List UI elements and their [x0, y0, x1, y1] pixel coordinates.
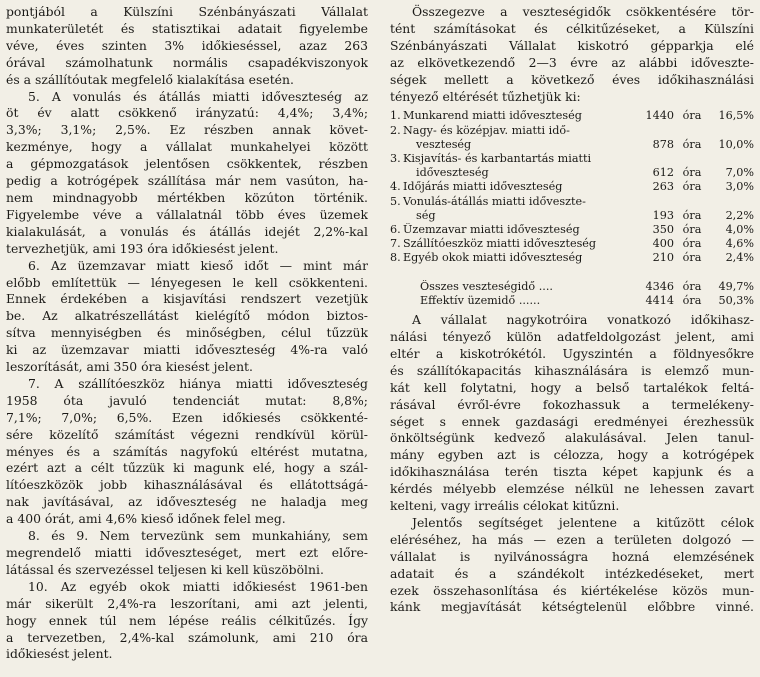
text-line: leszorítását, ami 350 óra kiesést jelent. [6, 359, 253, 375]
time-loss-table [390, 109, 754, 308]
row-hours: 612 [652, 166, 674, 180]
row-percent: 2,2% [725, 208, 754, 222]
text-line: tervezhetjük, ami 193 óra időkiesést jelent. [6, 240, 279, 256]
text-line: hogy ennek túl nem lépése reális célkitűzés. Így [6, 612, 368, 628]
row-label: Kisjavítás- és karbantartás miatti [403, 152, 592, 166]
text-line: adatait és a szándékolt intézkedéseket, mert [390, 565, 754, 581]
text-line: rásával évről-évre fokozhassuk a termelékeny- [390, 396, 754, 412]
table-row [390, 209, 754, 223]
text-line: ezek összehasonlítása és kiértékelése közös mun- [390, 582, 754, 598]
text-line: kánk megjavítását kétségtelenül előbbre vinné. [390, 599, 754, 615]
text-line: órával számolhatunk normális csapadékviszonyok [6, 54, 368, 70]
row-unit: óra [682, 208, 702, 222]
text-line: mány egyben azt is célozza, hogy a kotrógépek [390, 447, 754, 463]
text-line: nem mindnagyobb mértékben közúton történik. [6, 189, 368, 205]
table-row [390, 180, 754, 194]
row-percent: 4,0% [725, 223, 754, 237]
text-line: 7. A szállítóeszköz hiánya miatti időveszteség [28, 375, 368, 391]
total-unit: óra [682, 293, 702, 307]
total-percent: 49,7% [718, 279, 754, 293]
text-line: eltér a kiskotrókétól. Ugyszintén a földnyesőkre [390, 345, 754, 361]
row-hours: 193 [652, 208, 674, 222]
row-label: Vonulás-átállás miatti időveszte- [403, 194, 586, 208]
text-line: lítóeszközök jobb kihasználásával és ellátottságá- [6, 477, 368, 493]
text-line: tént számításokat és célkitűzéseket, a Külszíni [390, 20, 754, 36]
text-line: és a szállítóutak megfelelő kialakítása esetén. [6, 71, 294, 87]
row-percent: 16,5% [718, 109, 754, 123]
row-percent: 3,0% [725, 180, 754, 194]
table-total-row [390, 294, 754, 308]
table-row [390, 195, 754, 209]
text-line: időkiesést jelent. [6, 646, 113, 662]
row-hours: 400 [652, 237, 674, 251]
text-line: kelteni, vagy irreális célokat kitűzni. [390, 498, 620, 514]
row-label: Üzemzavar miatti időveszteség [403, 223, 580, 237]
text-line: 7,1%; 7,0%; 6,5%. Ezen időkiesés csökkenté- [6, 409, 368, 425]
row-hours: 210 [652, 251, 674, 265]
text-line: ményes és a számítás nagyfokú eltérést mutatna, [6, 443, 368, 459]
table-spacer [390, 266, 754, 280]
text-line: véve, éves szinten 3% időkieséssel, azaz 263 [6, 37, 368, 53]
row-label: Szállítóeszköz miatti időveszteség [403, 237, 597, 251]
summary-intro-paragraph [390, 4, 754, 105]
text-line: 5. A vonulás és átállás miatti időveszteség az [28, 88, 368, 104]
row-hours: 1440 [645, 109, 674, 123]
text-line: ezért azt a célt tűzzük ki magunk elé, hogy a szál- [6, 460, 368, 476]
table-row [390, 124, 754, 138]
row-label: Munkarend miatti időveszteség [403, 109, 582, 123]
row-label: ség [416, 208, 436, 222]
row-number: 4. [390, 180, 401, 194]
row-number: 8. [390, 251, 401, 265]
text-line: 10. Az egyéb okok miatti időkiesést 1961-ben [28, 578, 368, 594]
row-percent: 2,4% [725, 251, 754, 265]
row-number: 5. [390, 194, 401, 208]
cooperation-paragraph [390, 515, 754, 616]
text-line: megrendelő miatti időveszteséget, mert ezt előre- [6, 545, 368, 560]
table-row [390, 109, 754, 123]
text-line: vállalat is nyilvánosságra hozná elemzésének [390, 548, 754, 564]
row-unit: óra [682, 109, 702, 123]
text-line: Ennek érdekében a kisjavítási rendszert vezetjük [6, 291, 368, 307]
text-line: kezménye, hogy a vállalat munkahelyei között [6, 139, 368, 155]
text-line: az elkövetkezendő 2—3 évre az alábbi időveszte- [390, 54, 754, 70]
text-line: tényező eltérését tűzhetjük ki: [390, 88, 581, 104]
row-label: Egyéb okok miatti időveszteség [403, 251, 583, 265]
text-line: 6. Az üzemzavar miatt kieső időt — mint már [28, 257, 368, 273]
text-line: Figyelembe véve a vállalatnál több éves üzemek [6, 206, 368, 222]
text-line: öt év alatt csökkenő irányzatú: 4,4%; 3,4%; [6, 105, 368, 121]
text-line: munkaterületét és statisztikai adatait figyelembe [6, 20, 368, 36]
text-line: nak javításával, az időveszteség ne haladja meg [6, 494, 368, 510]
row-hours: 350 [652, 223, 674, 237]
left-text-column [6, 4, 368, 663]
row-label: Időjárás miatti időveszteség [403, 180, 563, 194]
total-label: Effektív üzemidő ...... [420, 293, 541, 307]
row-unit: óra [682, 251, 702, 265]
row-label: veszteség [416, 137, 472, 151]
row-number: 3. [390, 152, 401, 166]
text-line: ki az üzemzavar miatti időveszteség 4%-ra való [6, 342, 368, 358]
text-line: pedig a kotrógépek szállítása már nem vasúton, ha- [6, 173, 368, 189]
row-unit: óra [682, 180, 702, 194]
text-line: 1958 óta javuló tendenciát mutat: 8,8%; [6, 392, 368, 408]
row-label: időveszteség [416, 166, 489, 180]
row-number: 1. [390, 109, 401, 123]
table-row [390, 223, 754, 237]
text-line: pontjából a Külszíni Szénbányászati Vállalat [6, 4, 368, 19]
text-line: kát kell folytatni, hogy a belső tartalékok feltá- [390, 379, 754, 395]
text-line: időkihasználása terén tiszta képet kapjunk és a [390, 464, 754, 480]
total-hours: 4346 [645, 279, 674, 293]
table-total-row [390, 280, 754, 294]
table-row [390, 251, 754, 265]
row-percent: 7,0% [725, 166, 754, 180]
text-line: önköltségünk kedvező alakulásával. Jelen tanul- [390, 430, 754, 446]
text-line: 8. és 9. Nem tervezünk sem munkahiány, sem [28, 528, 368, 544]
text-line: sére közelítő számítást végezni rendkívül körül- [6, 426, 368, 442]
row-percent: 10,0% [718, 137, 754, 151]
right-text-column [390, 4, 754, 616]
text-line: Jelentős segítséget jelentene a kitűzött célok [412, 514, 754, 530]
row-number: 2. [390, 123, 401, 137]
text-line: 3,3%; 3,1%; 2,5%. Ez részben annak követ- [6, 122, 368, 138]
row-unit: óra [682, 237, 702, 251]
text-line: be. Az alkatrészellátást kielégítő módon biztos- [6, 308, 368, 324]
text-line: eléréséhez, ha más — ezen a területen dolgozó — [390, 531, 754, 547]
large-excavator-paragraph [390, 312, 754, 515]
row-number: 6. [390, 223, 401, 237]
row-label: Nagy- és középjav. miatti idő- [403, 123, 570, 137]
text-line: A vállalat nagykotróira vonatkozó időkihasz- [412, 312, 754, 328]
row-unit: óra [682, 166, 702, 180]
text-line: nálási tényező külön adatfeldolgozást jelent, ami [390, 328, 754, 344]
text-line: kérdés mélyebb elemzése nélkül ne lehessen zavart [390, 481, 754, 497]
table-row [390, 166, 754, 180]
table-row [390, 152, 754, 166]
text-line: már sikerült 2,4%-ra leszorítani, ami azt jelenti, [6, 595, 368, 611]
row-unit: óra [682, 137, 702, 151]
text-line: ségek mellett a következő éves időkihasználási [390, 71, 754, 87]
text-line: séget s ennek gazdasági eredményei érezhessük [390, 413, 754, 429]
text-line: Szénbányászati Vállalat kiskotró gépparkja elé [390, 37, 754, 53]
text-line: a gépmozgatások jelentősen csökkentek, részben [6, 156, 368, 172]
text-line: sítva mennyiségben és minőségben, célul tűzzük [6, 325, 368, 341]
text-line: előbb említettük — lényegesen le kell csökkenteni. [6, 274, 368, 290]
table-row [390, 237, 754, 251]
row-percent: 4,6% [725, 237, 754, 251]
text-line: a 400 órát, ami 4,6% kieső időnek felel meg. [6, 511, 286, 527]
text-line: Összegezve a veszteségidők csökkentésére tör- [412, 4, 754, 19]
row-hours: 263 [652, 180, 674, 194]
table-row [390, 138, 754, 152]
text-line: kialakulását, a vonulás és átállás idejét 2,2%-kal [6, 223, 368, 239]
text-line: látással és szervezéssel teljesen ki kell küszöbölni. [6, 561, 324, 577]
text-line: és szállítókapacitás kihasználására is elemző mun- [390, 362, 754, 378]
row-hours: 878 [652, 137, 674, 151]
row-unit: óra [682, 223, 702, 237]
total-label: Összes veszteségidő .... [420, 279, 553, 293]
row-number: 7. [390, 237, 401, 251]
text-line: a tervezetben, 2,4%-kal számolunk, ami 210 óra [6, 629, 368, 645]
total-unit: óra [682, 279, 702, 293]
total-hours: 4414 [645, 293, 674, 307]
total-percent: 50,3% [718, 293, 754, 307]
